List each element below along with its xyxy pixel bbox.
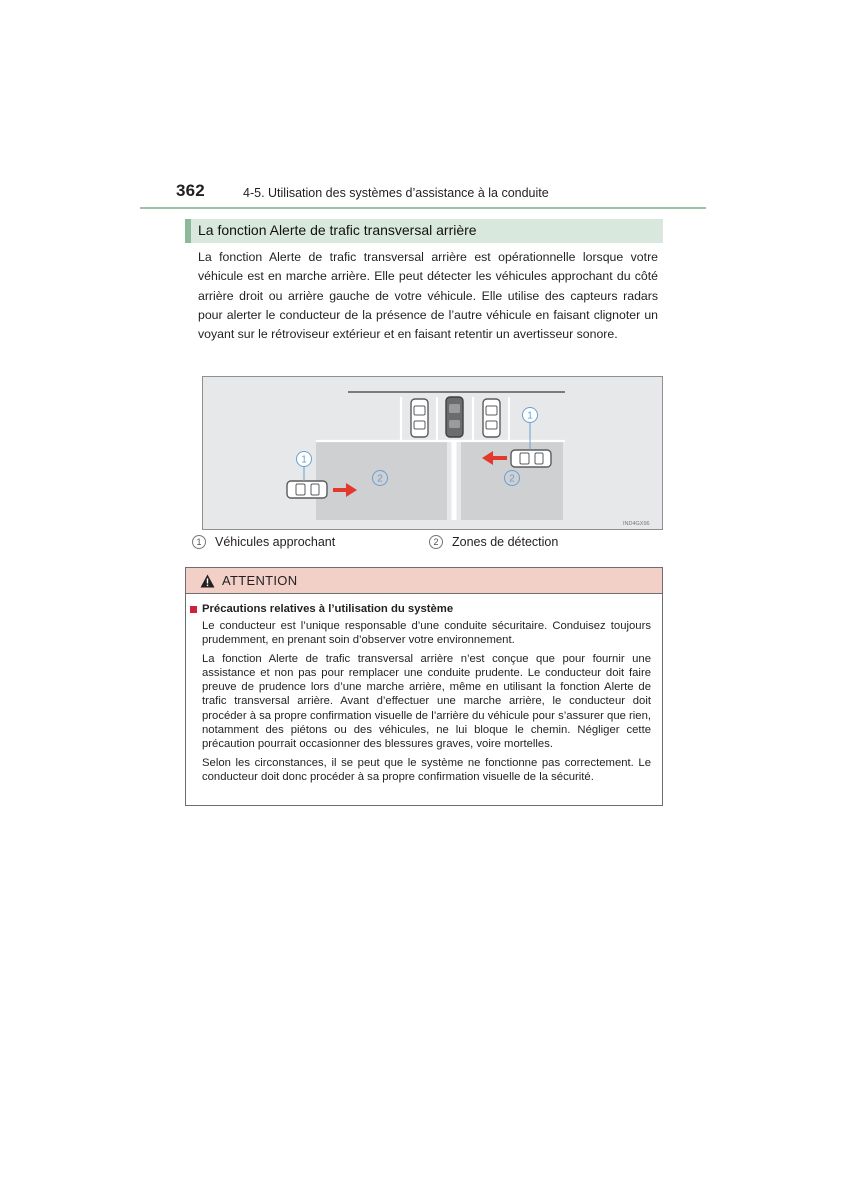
approaching-vehicle-right (511, 450, 551, 467)
warning-subheading-text: Précautions relatives à l’utilisation du système (202, 603, 454, 615)
warning-paragraph: La fonction Alerte de trafic transversal arrière n’est conçue que pour fournir une assistance et non pas pour remplacer une conduite prudente. Le conducteur doit faire preuve de prudence lors d’une marche arrière, même en utilisant la fonction Alerte de trafic transversal arrière. Avant d’effectuer une marche arrière, le conducteur doit procéder à sa propre confirmation visuelle de l’arrière du véhicule pour s’assurer que rien, notamment des piétons ou des véhicules, ne lui bloque le chemin. Négliger cette précaution pourrait occasionner des blessures graves, voire mortelles. (202, 652, 651, 751)
header-divider (140, 207, 706, 209)
legend-label: Zones de détection (452, 535, 559, 549)
parked-car-left (411, 399, 428, 437)
intro-paragraph: La fonction Alerte de trafic transversal arrière est opérationnelle lorsque votre véhicule est en marche arrière. Elle peut détecter les véhicules approchant du côté arrière droit ou arrière gauche de votre véhicule. Elle utilise des capteurs radars pour alerter le conducteur de la présence de l’autre véhicule en faisant clignoter un voyant sur le rétroviseur extérieur et en faisant retentir un avertisseur sonore. (198, 250, 658, 342)
chapter-title: 4-5. Utilisation des systèmes d’assistance à la conduite (243, 186, 549, 200)
parked-car-right (483, 399, 500, 437)
page-number: 362 (176, 181, 205, 200)
warning-triangle-icon (200, 574, 215, 588)
parking-diagram (203, 377, 662, 529)
svg-text:1: 1 (301, 454, 307, 466)
legend-label: Véhicules approchant (215, 535, 336, 549)
warning-subheading (190, 603, 651, 615)
callout-1-right (523, 408, 538, 423)
svg-text:2: 2 (377, 473, 383, 485)
callout-1-left (297, 452, 312, 467)
section-title: La fonction Alerte de trafic transversal arrière (198, 222, 477, 238)
section-heading-bar (185, 219, 663, 243)
warning-box (185, 567, 663, 806)
svg-text:2: 2 (509, 473, 515, 485)
legend-number: 2 (429, 535, 443, 549)
warning-paragraph: Le conducteur est l’unique responsable d’une conduite sécuritaire. Conduisez toujours prudemment, en prenant soin d’observer votre environnement. (202, 620, 651, 647)
legend-item-2 (429, 535, 558, 549)
warning-label: ATTENTION (222, 573, 298, 588)
rcta-illustration (202, 376, 663, 530)
legend-number: 1 (192, 535, 206, 549)
svg-text:1: 1 (527, 410, 533, 422)
figure-code: IND4GX96 (623, 521, 650, 527)
reversing-vehicle (446, 397, 463, 437)
legend-item-1 (192, 535, 335, 549)
red-square-bullet-icon (190, 606, 197, 613)
warning-paragraph: Selon les circonstances, il se peut que le système ne fonctionne pas correctement. Le conducteur doit donc procéder à sa propre confirmation visuelle de la sécurité. (202, 756, 651, 783)
warning-body (186, 594, 662, 784)
warning-header (186, 568, 662, 594)
approaching-vehicle-left (287, 481, 327, 498)
